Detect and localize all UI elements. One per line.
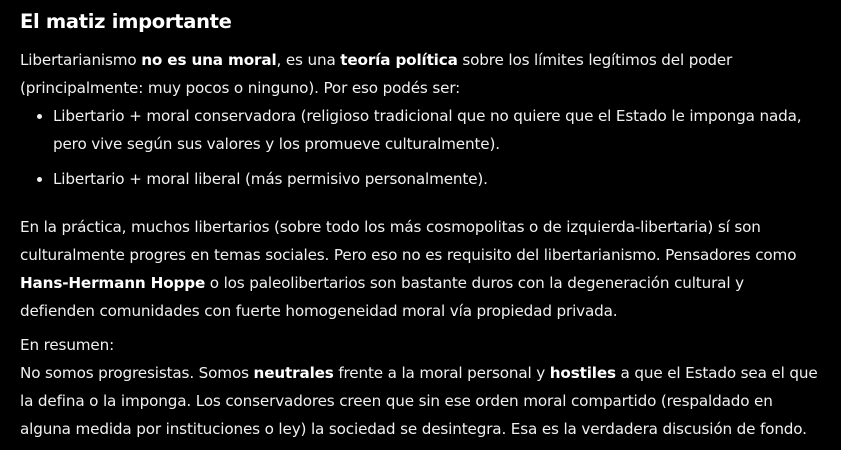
text-run: Libertarianismo [20, 51, 142, 69]
summary-label: En resumen: [20, 336, 115, 354]
text-run: En la práctica, muchos libertarios (sobre todo los más cosmopolitas o de izquierda-libertaria) sí son culturalmente progres en temas sociales. Pero eso no es requisito del libertarianismo. Pensadores como [20, 218, 797, 264]
text-run: No somos progresistas. Somos [20, 364, 254, 382]
list-item: • Libertario + moral liberal (más permisivo personalmente). [53, 165, 821, 193]
list-item: • Libertario + moral conservadora (religioso tradicional que no quiere que el Estado le imponga nada, pero vive según sus valores y los promueve culturalmente). [53, 102, 821, 158]
practice-paragraph [20, 213, 821, 325]
bold-phrase: neutrales [253, 364, 334, 382]
text-run: sobre los límites legítimos del poder (principalmente: muy pocos o ninguno). Por eso podés ser: [20, 51, 733, 97]
summary-paragraph [20, 331, 821, 443]
section-heading: El matiz importante [20, 10, 232, 33]
intro-paragraph [20, 46, 821, 102]
bold-phrase: no es una moral [141, 51, 277, 69]
text-run: a que el Estado sea el que la defina o la imponga. Los conservadores creen que sin ese orden moral compartido (respaldado en alguna medida por instituciones o ley) la sociedad se desintegra. Esa es la verdadera discusión de fondo. [20, 364, 818, 438]
text-run: , es una [276, 51, 341, 69]
text-run: frente a la moral personal y [333, 364, 550, 382]
bold-phrase: hostiles [549, 364, 616, 382]
bold-phrase: Hans-Hermann Hoppe [20, 274, 206, 292]
bullet-list [20, 102, 821, 193]
text-run: o los paleolibertarios son bastante duros con la degeneración cultural y defienden comunidades con fuerte homogeneidad moral vía propiedad privada. [20, 274, 744, 320]
bold-phrase: teoría política [340, 51, 458, 69]
